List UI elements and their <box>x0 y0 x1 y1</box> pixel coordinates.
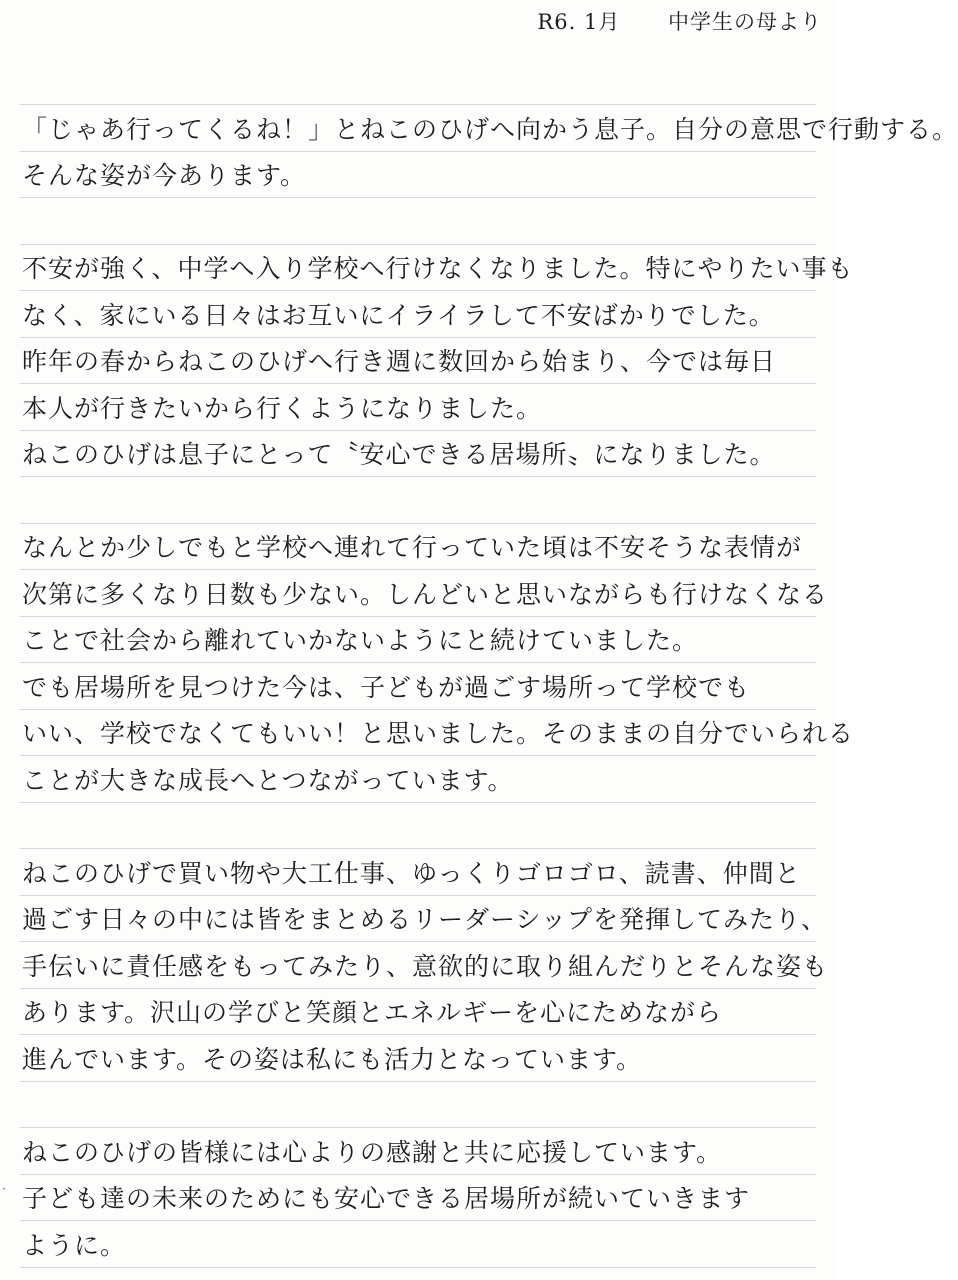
ruled-line <box>20 151 816 152</box>
ruled-line <box>20 197 816 198</box>
ruled-line <box>20 383 816 384</box>
letter-line: いい、学校でなくてもいい！と思いました。そのままの自分でいられる <box>22 719 855 748</box>
letter-line: 手伝いに責任感をもってみたり、意欲的に取り組んだりとそんな姿も <box>22 952 829 981</box>
ruled-line <box>20 244 816 245</box>
letter-line: ねこのひげで買い物や大工仕事、ゆっくりゴロゴロ、読書、仲間と <box>22 859 801 888</box>
letter-date: R6. 1月 <box>537 10 621 34</box>
ruled-line <box>20 941 816 942</box>
letter-line: でも居場所を見つけた今は、子どもが過ごす場所って学校でも <box>22 673 751 702</box>
ruled-line <box>20 430 816 431</box>
letter-line: 過ごす日々の中には皆をまとめるリーダーシップを発揮してみたり、 <box>22 905 828 934</box>
margin-mark: · <box>2 1182 6 1196</box>
ruled-line <box>20 755 816 756</box>
letter-line: そんな姿が今あります。 <box>22 161 307 190</box>
letter-line: ねこのひげは息子にとって〝安心できる居場所〟になりました。 <box>22 440 776 469</box>
ruled-line <box>20 662 816 663</box>
ruled-line <box>20 476 816 477</box>
letter-line: ことで社会から離れていかないようにと続けていました。 <box>22 626 699 655</box>
ruled-line <box>20 523 816 524</box>
ruled-line <box>20 895 816 896</box>
letter-line: 進んでいます。その姿は私にも活力となっています。 <box>22 1045 643 1074</box>
ruled-line <box>20 1174 816 1175</box>
letter-line: なんとか少しでもと学校へ連れて行っていた頃は不安そうな表情が <box>22 533 803 562</box>
letter-line: ことが大きな成長へとつながっています。 <box>22 766 514 795</box>
ruled-line <box>20 709 816 710</box>
ruled-line <box>20 848 816 849</box>
ruled-line <box>20 802 816 803</box>
ruled-line <box>20 988 816 989</box>
letter-header <box>537 6 822 36</box>
ruled-line <box>20 1267 816 1268</box>
ruled-line <box>20 1127 816 1128</box>
ruled-line <box>20 104 816 105</box>
letter-line: ように。 <box>22 1231 127 1260</box>
letter-line: ねこのひげの皆様には心よりの感謝と共に応援しています。 <box>22 1138 723 1167</box>
letter-line: あります。沢山の学びと笑顔とエネルギーを心にためながら <box>22 998 723 1027</box>
ruled-line <box>20 616 816 617</box>
letter-line: 「じゃあ行ってくるね！」とねこのひげへ向かう息子。自分の意思で行動する。 <box>22 115 958 144</box>
ruled-line <box>20 290 816 291</box>
letter-line: なく、家にいる日々はお互いにイライラして不安ばかりでした。 <box>22 301 775 330</box>
ruled-line <box>20 1034 816 1035</box>
letter-line: 不安が強く、中学へ入り学校へ行けなくなりました。特にやりたい事も <box>22 254 854 283</box>
letter-author: 中学生の母より <box>668 10 822 34</box>
ruled-line <box>20 1081 816 1082</box>
ruled-line <box>20 569 816 570</box>
letter-line: 次第に多くなり日数も少ない。しんどいと思いながらも行けなくなる <box>22 580 829 609</box>
ruled-line <box>20 1220 816 1221</box>
letter-line: 本人が行きたいから行くようになりました。 <box>22 394 543 423</box>
letter-line: 昨年の春からねこのひげへ行き週に数回から始まり、今では毎日 <box>22 347 777 376</box>
letter-line: 子ども達の未来のためにも安心できる居場所が続いていきます <box>22 1184 751 1213</box>
ruled-line <box>20 337 816 338</box>
